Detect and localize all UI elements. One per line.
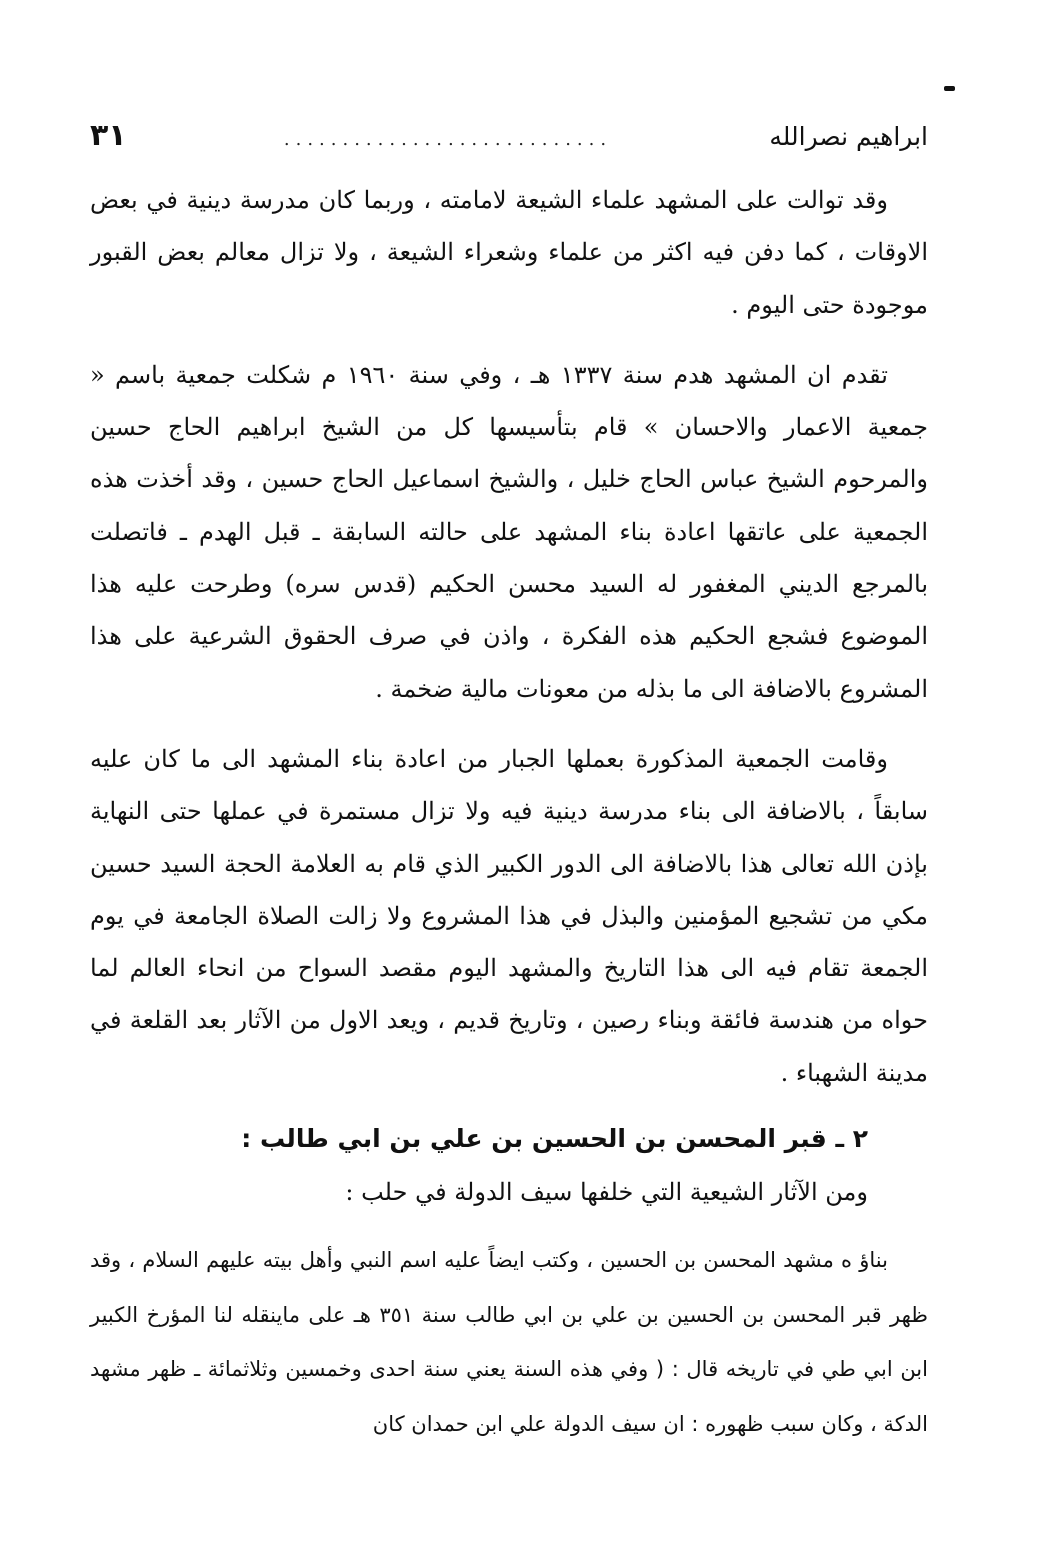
section-intro: ومن الآثار الشيعية التي خلفها سيف الدولة في حلب : (345, 1178, 868, 1207)
paragraph-2: تقدم ان المشهد هدم سنة ١٣٣٧ هـ ، وفي سنة ١٩٦٠ م شكلت جمعية باسم « جمعية الاعمار والاحسان » قام بتأسيسها كل من الشيخ ابراهيم الحاج حسين والمرحوم الشيخ عباس الحاج خليل ، والشيخ اسماعيل الحاج حسين ، وقد أخذت هذه الجمعية على عاتقها اعادة بناء المشهد على حالته السابقة ـ قبل الهدم ـ فاتصلت بالمرجع الديني المغفور له السيد محسن الحكيم (قدس سره) وطرحت عليه هذا الموضوع فشجع الحكيم هذه الفكرة ، واذن في صرف الحقوق الشرعية على هذا المشروع بالاضافة الى ما بذله من معونات مالية ضخمة . (90, 360, 928, 703)
author-name: ابراهيم نصرالله (769, 122, 928, 151)
quote-paragraph: بناؤ ه مشهد المحسن بن الحسين ، وكتب ايضاً عليه اسم النبي وأهل بيته عليهم السلام ، وقد ظهر قبر المحسن بن الحسين بن علي بن ابي طالب سنة ٣٥١ هـ على ماينقله لنا المؤرخ الكبير ابن ابي طي في تاريخه قال : ( وفي هذه السنة يعني سنة احدى وخمسين وثلاثمائة ـ ظهر مشهد الدكة ، وكان سبب ظهوره : ان سيف الدولة علي ابن حمدان كان (90, 1248, 928, 1436)
running-header (90, 118, 928, 174)
section-heading: ٢ ـ قبر المحسن بن الحسين بن علي بن ابي طالب : (241, 1124, 868, 1154)
scan-speck (944, 86, 955, 91)
paragraph-1: وقد توالت على المشهد علماء الشيعة لامامته ، وربما كان مدرسة دينية في بعض الاوقات ، كما دفن فيه اكثر من علماء وشعراء الشيعة ، ولا تزال معالم بعض القبور موجودة حتى اليوم . (90, 186, 928, 319)
dot-leader: ............................ (283, 129, 613, 150)
book-page (90, 118, 928, 1451)
page-number: ٣١ (90, 118, 127, 153)
paragraph-3: وقامت الجمعية المذكورة بعملها الجبار من اعادة بناء المشهد الى ما كان عليه سابقاً ، بالاضافة الى بناء مدرسة دينية فيه ولا تزال مستمرة في عملها حتى النهاية بإذن الله تعالى هذا بالاضافة الى الدور الكبير الذي قام به العلامة الحجة السيد حسين مكي من تشجيع المؤمنين والبذل في هذا المشروع ولا زالت الصلاة الجامعة في يوم الجمعة تقام فيه الى هذا التاريخ والمشهد اليوم مقصد السواح من انحاء العالم لما حواه من هندسة فائقة وبناء رصين ، وتاريخ قديم ، ويعد الاول من الآثار بعد القلعة في مدينة الشهباء . (90, 744, 929, 1087)
